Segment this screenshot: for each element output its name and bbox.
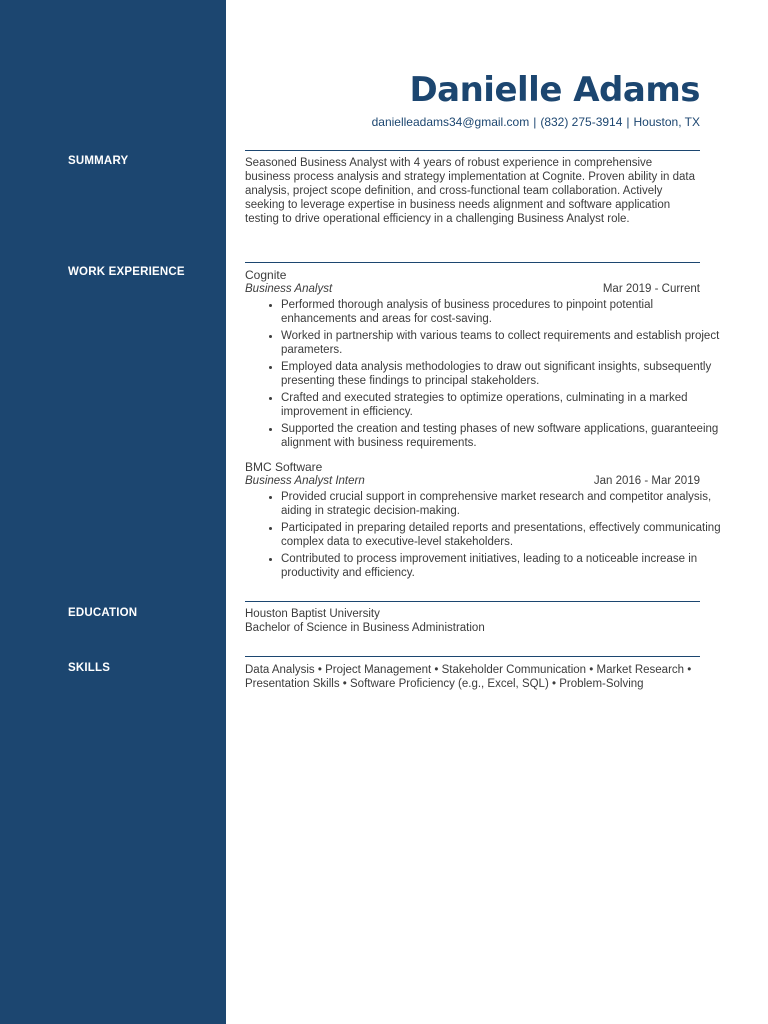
email-link[interactable]: danielleadams34@gmail.com (371, 115, 530, 129)
job-entry (245, 460, 721, 583)
contact-separator: | (533, 115, 537, 129)
company-name: BMC Software (245, 460, 323, 474)
contact-separator: | (626, 115, 630, 129)
divider (245, 150, 700, 151)
skills-list: Data Analysis • Project Management • Stakeholder Communication • Market Research • Presentation Skills • Software Proficiency (e.g., Excel, SQL) • Problem-Solving (245, 664, 692, 690)
bullet-item: • Supported the creation and testing phases of new software applications, guaranteeing alignment with business requirements. (281, 422, 721, 450)
phone-number[interactable]: (832) 275-3914 (540, 115, 623, 129)
divider (245, 656, 700, 657)
company-name: Cognite (245, 268, 287, 282)
degree: Bachelor of Science in Business Administration (245, 622, 485, 634)
section-label-skills: SKILLS (68, 662, 111, 674)
job-dates: Mar 2019 - Current (602, 283, 700, 295)
bullet-item: • Performed thorough analysis of business procedures to pinpoint potential enhancements and areas for cost-saving. (281, 298, 721, 326)
bullet-item: • Contributed to process improvement initiatives, leading to a noticeable increase in productivity and efficiency. (281, 552, 721, 580)
bullet-item: • Provided crucial support in comprehensive market research and competitor analysis, aiding in strategic decision-making. (281, 490, 721, 518)
bullet-item: • Employed data analysis methodologies to draw out significant insights, subsequently presenting these findings to principal stakeholders. (281, 360, 721, 388)
sidebar (0, 0, 226, 1024)
job-bullets (245, 298, 721, 450)
bullet-item: • Crafted and executed strategies to optimize operations, culminating in a marked improvement in efficiency. (281, 391, 721, 419)
candidate-name: Danielle Adams (409, 70, 700, 110)
role-row (245, 474, 700, 488)
location: Houston, TX (633, 115, 700, 129)
bullet-item: • Participated in preparing detailed reports and presentations, effectively communicating complex data to executive-level stakeholders. (281, 521, 721, 549)
summary-text: Seasoned Business Analyst with 4 years of robust experience in comprehensive business process analysis and strategy implementation at Cognite. Proven ability in data analysis, project scope definition, and cross-functional team collaboration. Actively seeking to leverage expertise in business needs alignment and software application testing to drive operational efficiency in a challenging Business Analyst role. (245, 157, 696, 225)
section-label-summary: SUMMARY (68, 155, 129, 167)
bullet-item: • Worked in partnership with various teams to collect requirements and establish project parameters. (281, 329, 721, 357)
job-bullets (245, 490, 721, 580)
section-label-work-experience: WORK EXPERIENCE (68, 266, 185, 278)
section-label-education: EDUCATION (68, 607, 138, 619)
education-entry (245, 607, 700, 635)
divider (245, 262, 700, 263)
job-title: Business Analyst Intern (245, 475, 365, 487)
job-title: Business Analyst (245, 283, 333, 295)
job-entry (245, 268, 720, 453)
divider (245, 601, 700, 602)
contact-line (372, 115, 700, 129)
school-name: Houston Baptist University (245, 608, 380, 620)
role-row (245, 282, 700, 296)
job-dates: Jan 2016 - Mar 2019 (593, 475, 700, 487)
